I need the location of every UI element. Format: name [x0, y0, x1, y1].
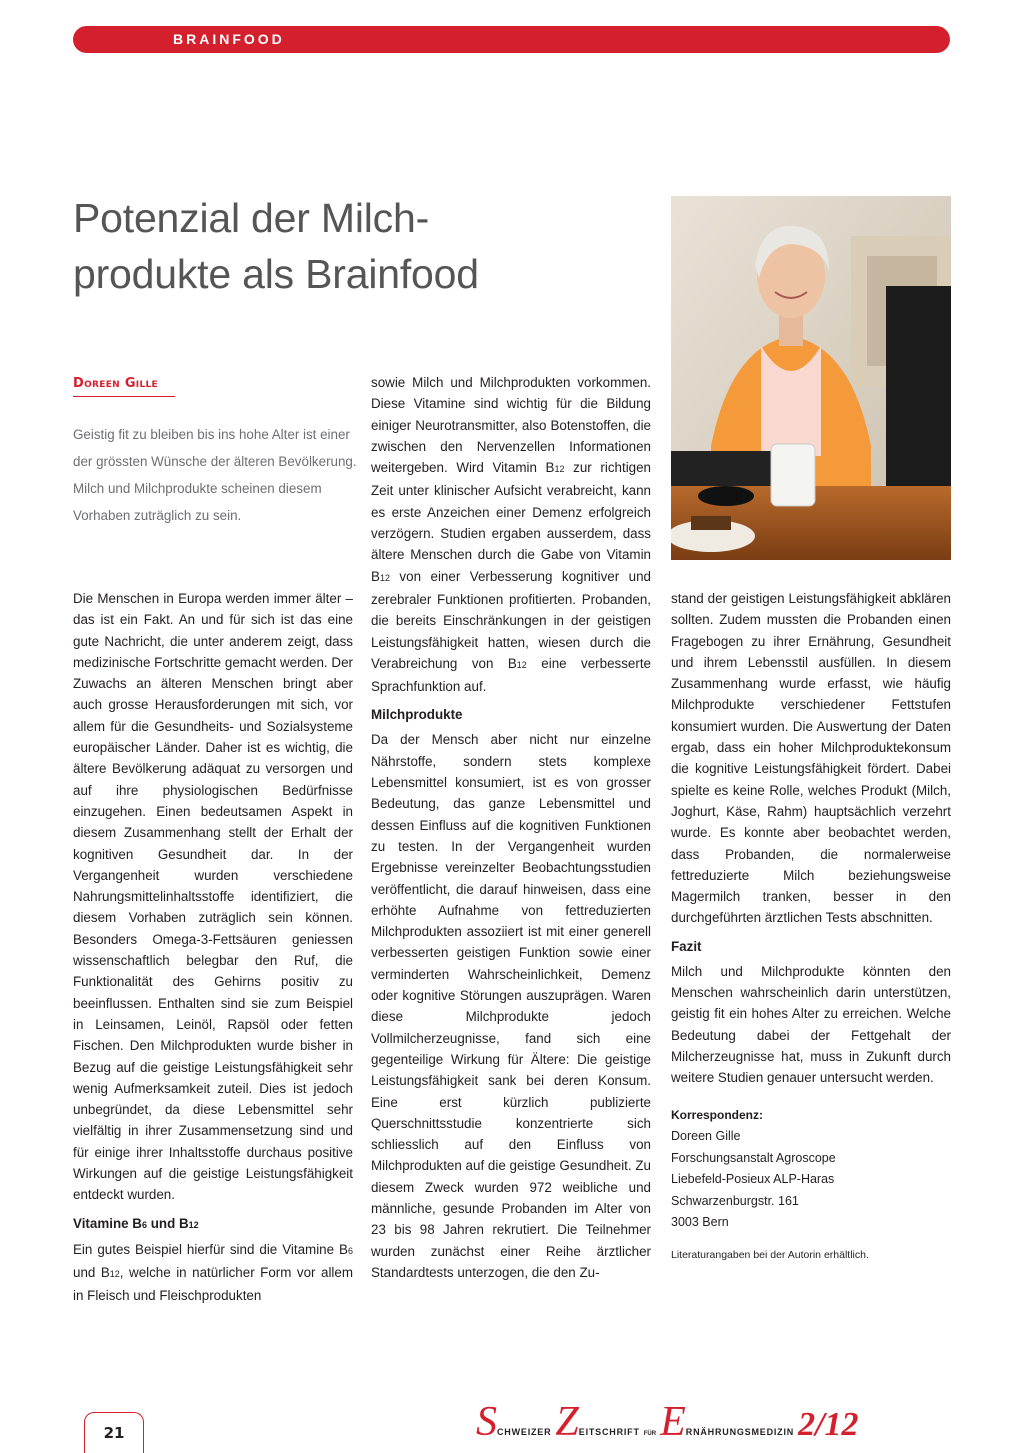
correspondence-line: 3003 Bern: [671, 1215, 729, 1230]
column-2: [371, 372, 651, 1283]
subheading-fazit: Fazit: [671, 938, 702, 954]
body-paragraph: Die Menschen in Europa werden immer älter – das ist ein Fakt. An und für sich ist das eine gute Nachricht, die unter anderem zeigt, dass medizinische Fortschritte gemacht werden. Der Zuwachs an älteren Menschen bringt aber auch grosse Herausforderungen mit sich, vor allem für die Gesundheits- und Sozialsysteme europäischer Länder. Daher ist es wichtig, die ältere Bevölkerung adäquat zu versorgen und auf ihre physiologischen Bedürfnisse einzugehen. Einen bedeutsamen Aspekt in diesem Zusammenhang stellt der Erhalt der kognitiven Gesundheit dar. In der Vergangenheit wurden verschiedene Nahrungsmittelinhaltsstoffe identifiziert, die diesem Vorhaben zuträglich sein können. Besonders Omega-3-Fettsäuren geniessen wissenschaftlich belegbar den Ruf, die Funktionalität des Gehirns positiv zu beeinflussen. Enthalten sind sie zum Beispiel in Leinsamen, Leinöl, Rapsöl oder fetten Fischen. Den Milchprodukten wurde bisher in Bezug auf die geistige Leistungsfähigkeit sehr wenig Aufmerksamkeit zuteil. Dies ist jedoch unbegründet, da diese Lebensmittel sehr vielfältig in ihrer Zusammensetzung sind und für einige ihrer Inhaltsstoffe durchaus positive Wirkungen auf die geistige Leistungsfähigkeit entdeckt wurden.: [73, 591, 353, 1203]
correspondence-line: Liebefeld-Posieux ALP-Haras: [671, 1172, 835, 1187]
title-line-2: produkte als Brainfood: [73, 251, 479, 297]
literature-note: Literaturangaben bei der Autorin erhältlich.: [671, 1248, 869, 1261]
correspondence-label: Korrespondenz:: [671, 1107, 764, 1122]
section-banner: [73, 26, 950, 53]
column-3: [671, 588, 951, 1262]
article-title: [73, 190, 633, 302]
body-paragraph: sowie Milch und Milchprodukten vorkommen. Diese Vitamine sind wichtig für die Bildung einiger Neurotransmitter, also Botenstoffen, die zwischen den Nervenzellen Informationen weitergeben. Wird Vitamin B12 zur richtigen Zeit unter klinischer Aufsicht verabreicht, kann es erste Anzeichen einer Demenz erfolgreich verzögern. Studien ergaben ausserdem, dass ältere Menschen durch die Gabe von Vitamin B12 von einer Verbesserung kognitiver und zerebraler Funktionen profitierten. Probanden, die bereits Einschränkungen in der geistigen Leistungsfähigkeit hatten, wiesen durch die Verabreichung von B12 eine verbesserte Sprachfunktion auf.: [371, 375, 652, 695]
article-photo: [671, 196, 951, 560]
woman-at-computer-photo: [671, 196, 951, 560]
correspondence-line: Schwarzenburgstr. 161: [671, 1193, 799, 1208]
section-label: BRAINFOOD: [173, 31, 285, 47]
subheading-milchprodukte: Milchprodukte: [371, 707, 463, 723]
title-line-1: Potenzial der Milch-: [73, 195, 430, 241]
body-paragraph: stand der geistigen Leistungsfähigkeit abklären sollten. Zudem mussten die Probanden einen Fragebogen zu ihrer Ernährung, Gesundheit und ihrem Lebensstil ausfüllen. In diesem Zusammenhang wurde erfasst, wie häufig Milchprodukte verschiedener Fettstufen konsumiert wurden. Die Auswertung der Daten ergab, dass ein hoher Milchproduktekonsum die kognitive Leistungsfähigkeit fördert. Dabei spielte es keine Rolle, welches Produkt (Milch, Joghurt, Käse, Rahm) hauptsächlich verzehrt wurde. Es konnte aber beobachtet werden, dass Probanden, die normalerweise fettreduzierte Milch beziehungsweise Magermilch tranken, besser in den durchgeführten ärztlichen Tests abschnitten.: [671, 591, 951, 926]
correspondence-line: Doreen Gille: [671, 1129, 741, 1144]
article-lead: Geistig fit zu bleiben bis ins hohe Alter ist einer der grössten Wünsche der älteren Bevölkerung. Milch und Milchprodukte scheinen diesem Vorhaben zuträglich zu sein.: [73, 427, 357, 523]
column-1: [73, 588, 353, 1307]
body-paragraph: Milch und Milchprodukte könnten den Menschen wahrscheinlich darin unterstützen, geistig fit ein hohes Alter zu erreichen. Welche Bedeutung dabei der Fettgehalt der Milcherzeugnisse hat, muss in Zukunft durch weitere Studien genauer untersucht werden.: [671, 963, 951, 1086]
issue-number: 2/12: [798, 1406, 859, 1443]
correspondence-line: Forschungsanstalt Agroscope: [671, 1150, 836, 1165]
body-paragraph: Ein gutes Beispiel hierfür sind die Vitamine B6 und B12, welche in natürlicher Form vor allem in Fleisch und Fleischprodukten: [73, 1241, 353, 1304]
author-name: Doreen Gille: [73, 376, 175, 397]
body-paragraph: Da der Mensch aber nicht nur einzelne Nährstoffe, sondern stets komplexe Lebensmittel konsumiert, ist es von grosser Bedeutung, das ganze Lebensmittel und dessen Einfluss auf die kognitiven Funktionen zu testen. In der Vergangenheit wurden Ergebnisse vereinzelter Beobachtungsstudien veröffentlicht, die darauf hinweisen, dass eine erhöhte Aufnahme von fettreduzierten Milchprodukten assoziiert ist mit einer generell verbesserten geistigen Funktion sowie einer verminderten Wahrscheinlichkeit, Demenz oder kognitive Störungen auszuprägen. Waren diese Milchprodukte jedoch Vollmilcherzeugnisse, fand sich eine gegenteilige Wirkung für Ältere: Die geistige Leistungsfähigkeit sank bei deren Konsum. Eine erst kürzlich publizierte Querschnittsstudie konzentrierte sich schliesslich auf den Einfluss von Milchprodukten auf die geistige Gesundheit. Zu diesem Zweck wurden 972 weibliche und männliche, gesunde Probanden im Alter von 23 bis 98 Jahren rekrutiert. Die Teilnehmer wurden zunächst einer Reihe ärztlicher Standardtests unterzogen, die den Zu-: [371, 732, 651, 1280]
correspondence-block: [671, 1105, 951, 1234]
subheading-vitamine: Vitamine B6 und B12: [73, 1215, 199, 1231]
page-number: 21: [84, 1412, 144, 1453]
journal-logo: SCHWEIZER ZEITSCHRIFT FÜR ERNÄHRUNGSMEDIZIN 2/12: [476, 1399, 859, 1445]
